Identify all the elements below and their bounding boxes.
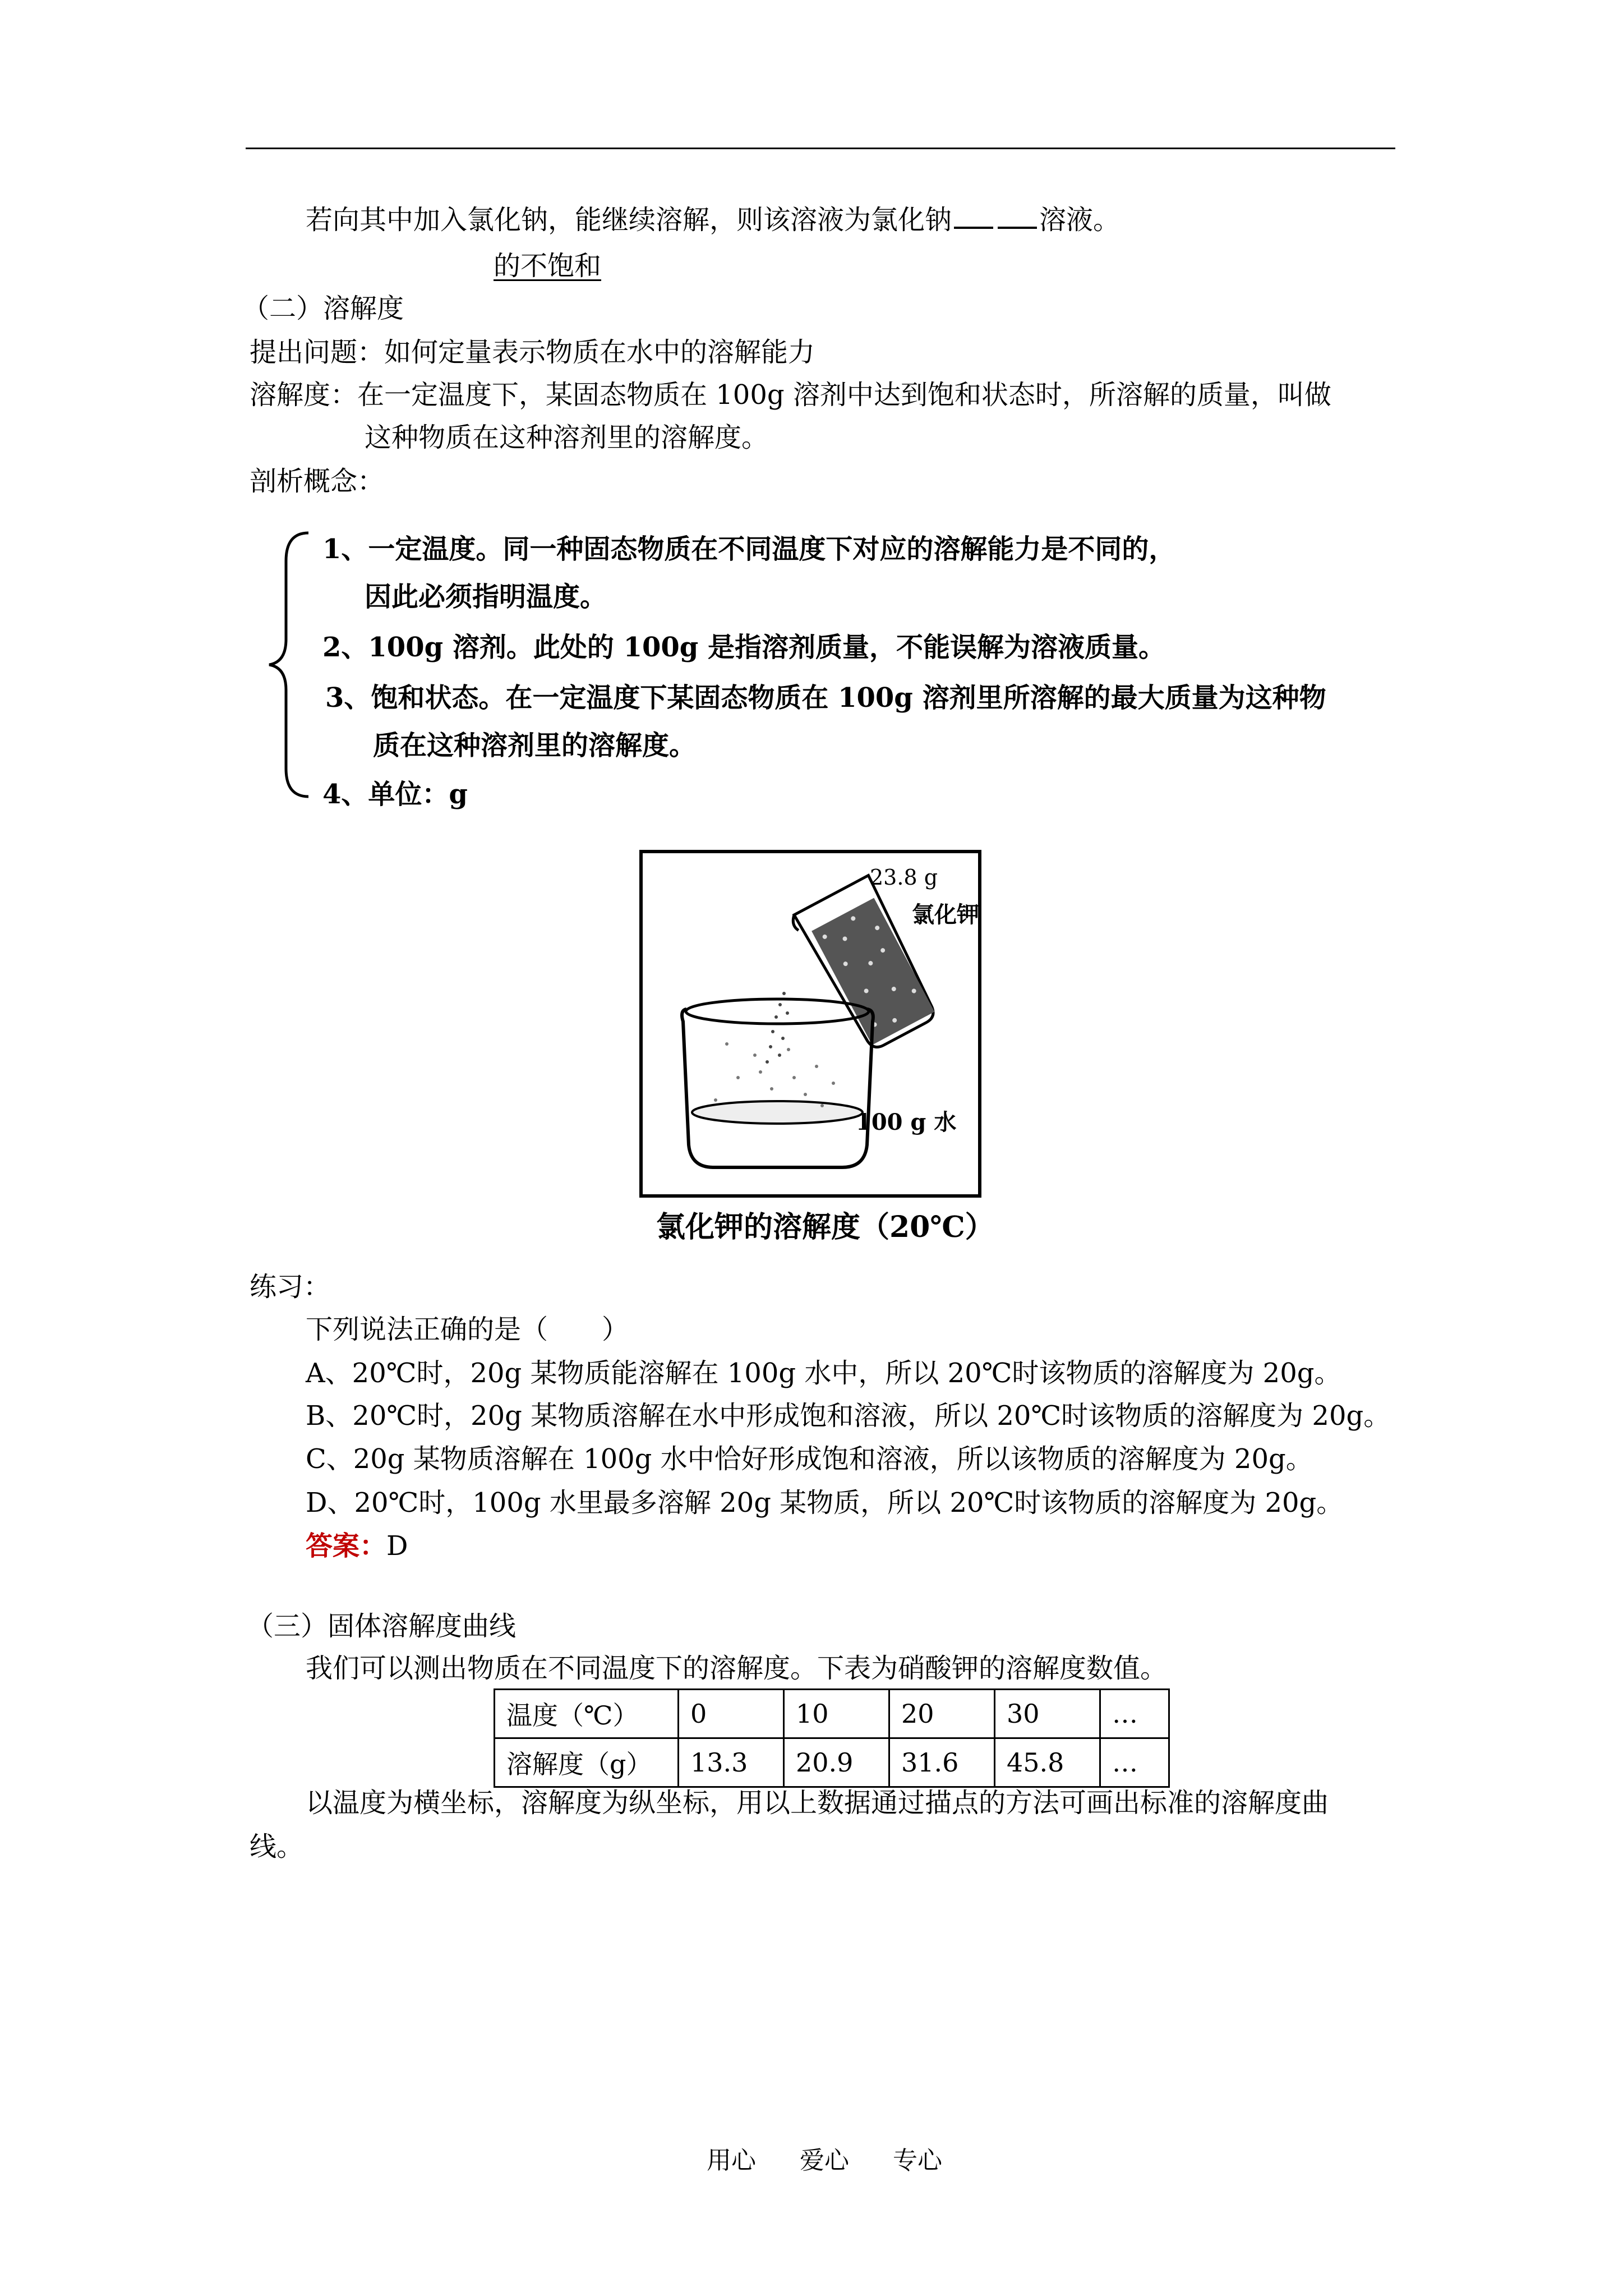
table-row bbox=[495, 1738, 1169, 1787]
section3-intro: 我们可以测出物质在不同温度下的溶解度。下表为硝酸钾的溶解度数值。 bbox=[306, 1653, 1168, 1684]
table-cell: … bbox=[1100, 1738, 1169, 1787]
option-c: C、20g 某物质溶解在 100g 水中恰好形成饱和溶液，所以该物质的溶解度为 20g。 bbox=[306, 1443, 1313, 1475]
table-row bbox=[495, 1690, 1169, 1738]
concept-4: 4、单位：g bbox=[322, 779, 468, 810]
concept-2: 2、100g 溶剂。此处的 100g 是指溶剂质量，不能误解为溶液质量。 bbox=[322, 632, 1166, 663]
curly-brace bbox=[264, 527, 314, 802]
option-d: D、20℃时，100g 水里最多溶解 20g 某物质，所以 20℃时该物质的溶解度为 20g。 bbox=[306, 1487, 1344, 1519]
concept-1-line-1: 1、一定温度。同一种固态物质在不同温度下对应的溶解能力是不同的， bbox=[322, 533, 1176, 565]
closing-line-2: 线。 bbox=[250, 1831, 304, 1862]
definition-line-2: 这种物质在这种溶剂里的溶解度。 bbox=[365, 422, 769, 453]
option-a: A、20℃时，20g 某物质能溶解在 100g 水中，所以 20℃时该物质的溶解度为 20g。 bbox=[306, 1358, 1341, 1389]
option-b: B、20℃时，20g 某物质溶解在水中形成饱和溶液，所以 20℃时该物质的溶解度为 20g。 bbox=[306, 1400, 1391, 1432]
intro-answer: 的不饱和 bbox=[494, 250, 602, 282]
exercise-question: 下列说法正确的是（ ） bbox=[306, 1314, 629, 1345]
table-cell: 20 bbox=[889, 1690, 995, 1738]
table-cell: 0 bbox=[679, 1690, 784, 1738]
answer-blank bbox=[998, 226, 1037, 229]
definition-line-1: 溶解度：在一定温度下，某固态物质在 100g 溶剂中达到饱和状态时，所溶解的质量，叫做 bbox=[250, 379, 1331, 411]
table-cell: 20.9 bbox=[784, 1738, 889, 1787]
footer bbox=[707, 2148, 986, 2173]
water-label: 100 g 水 bbox=[856, 1109, 957, 1135]
intro-tail: 溶液。 bbox=[1039, 204, 1121, 236]
table-cell: 温度（℃） bbox=[495, 1690, 679, 1738]
footer-item: 专心 bbox=[893, 2146, 942, 2175]
table-cell: 10 bbox=[784, 1690, 889, 1738]
question-line: 提出问题：如何定量表示物质在水中的溶解能力 bbox=[250, 337, 815, 368]
footer-item: 爱心 bbox=[800, 2146, 849, 2175]
solubility-table bbox=[494, 1688, 1170, 1788]
table-cell: 31.6 bbox=[889, 1738, 995, 1787]
mass-label: 23.8 g bbox=[870, 865, 938, 890]
table-cell: 13.3 bbox=[679, 1738, 784, 1787]
answer-line bbox=[306, 1530, 408, 1562]
table-cell: … bbox=[1100, 1690, 1169, 1738]
answer-blank bbox=[954, 226, 993, 229]
figure-caption: 氯化钾的溶解度（20℃） bbox=[656, 1210, 994, 1244]
analysis-label: 剖析概念： bbox=[250, 466, 385, 497]
concept-3-line-1: 3、饱和状态。在一定温度下某固态物质在 100g 溶剂里所溶解的最大质量为这种物 bbox=[325, 682, 1326, 714]
footer-item: 用心 bbox=[707, 2146, 756, 2175]
section3-title: （三）固体溶解度曲线 bbox=[247, 1611, 517, 1642]
answer-label: 答案： bbox=[306, 1530, 387, 1562]
table-cell: 30 bbox=[995, 1690, 1100, 1738]
closing-line-1: 以温度为横坐标，溶解度为纵坐标，用以上数据通过描点的方法可画出标准的溶解度曲 bbox=[306, 1787, 1329, 1819]
answer-value: D bbox=[386, 1530, 408, 1562]
solubility-figure bbox=[639, 850, 981, 1198]
table-cell: 溶解度（g） bbox=[495, 1738, 679, 1787]
intro-text: 若向其中加入氯化钠，能继续溶解，则该溶液为氯化钠 bbox=[306, 204, 952, 236]
concept-3-line-2: 质在这种溶剂里的溶解度。 bbox=[373, 730, 697, 761]
exercise-label: 练习： bbox=[250, 1271, 331, 1303]
header-rule bbox=[246, 148, 1395, 149]
concept-1-line-2: 因此必须指明温度。 bbox=[365, 581, 607, 613]
table-cell: 45.8 bbox=[995, 1738, 1100, 1787]
section2-title: （二）溶解度 bbox=[242, 293, 404, 324]
solute-label: 氯化钾 bbox=[912, 901, 979, 928]
intro-line bbox=[306, 204, 1121, 236]
